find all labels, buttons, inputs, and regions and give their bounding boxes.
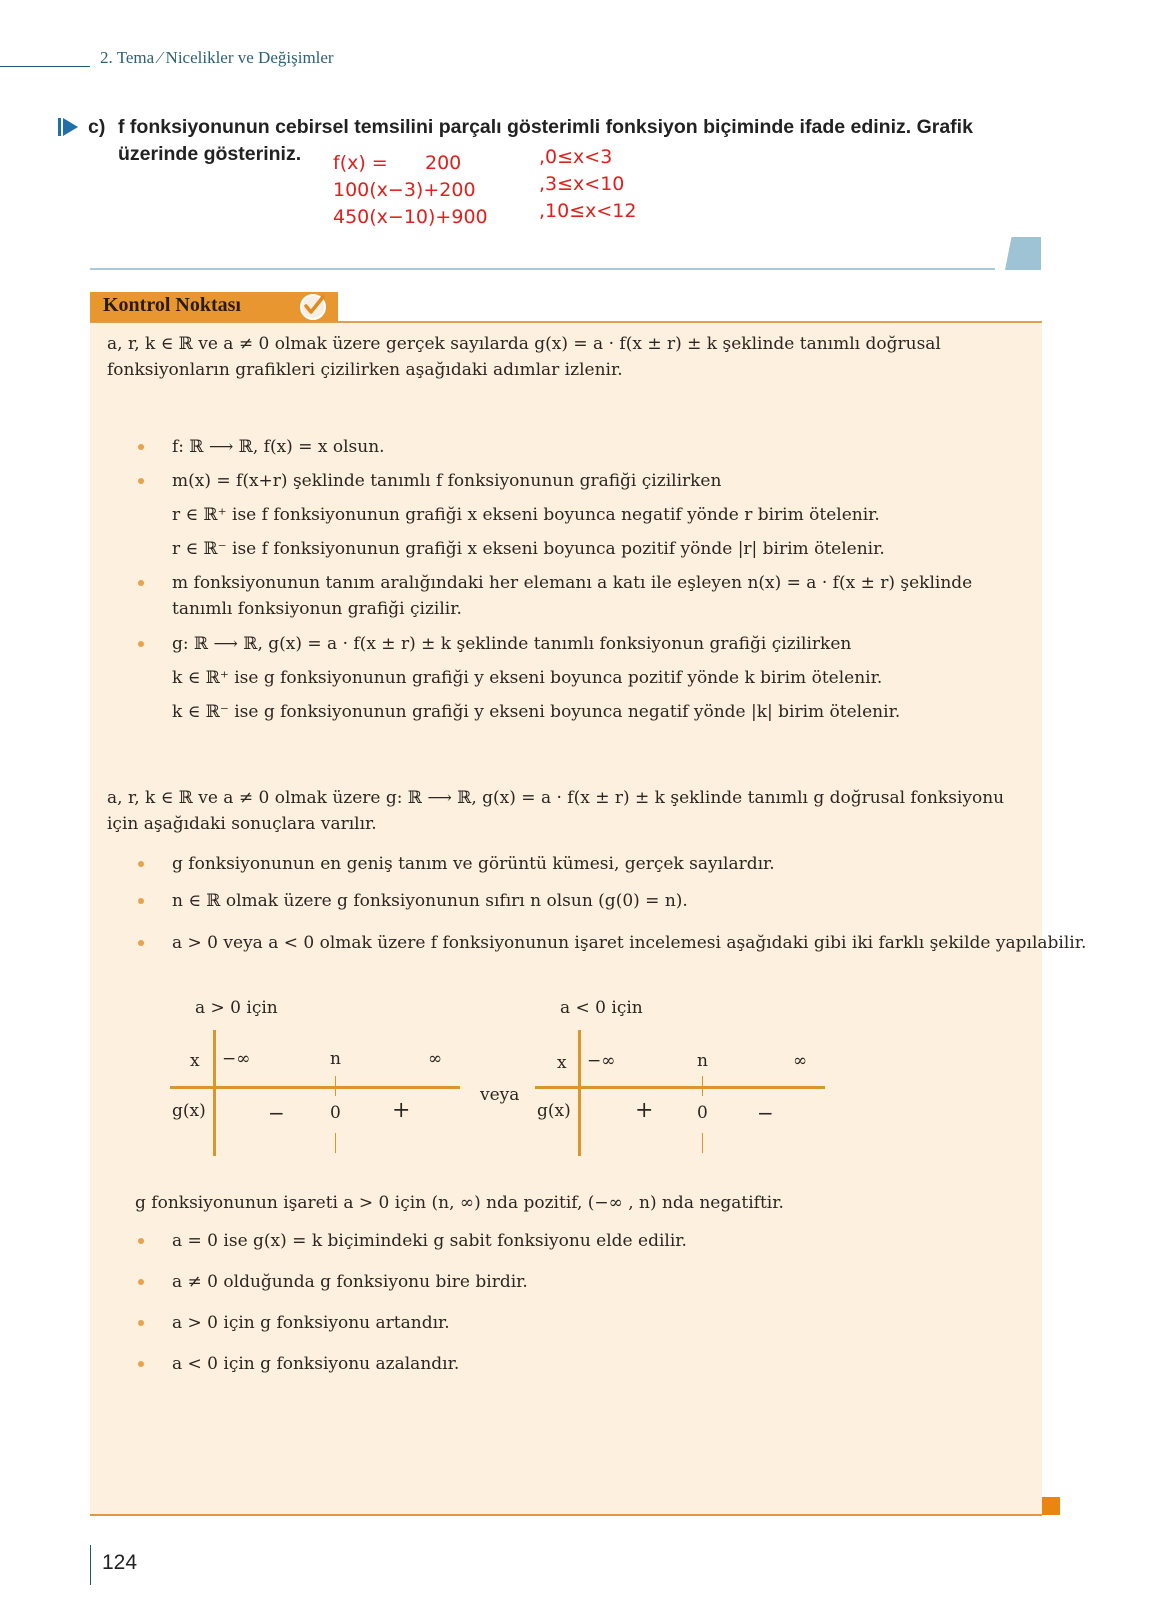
bullet [138,580,144,586]
bullet [138,940,144,946]
sign-table-title: a < 0 için [560,998,643,1018]
bullet [138,478,144,484]
sign-value: 0 [697,1103,708,1123]
step-3: m fonksiyonunun tanım aralığındaki her elemanı a katı ile eşleyen n(x) = a · f(x ± r) şeklinde tanımlı fonksiyonun grafiği çizilir. [172,573,973,619]
play-arrow-icon [58,118,78,136]
page-number-rule [90,1545,91,1585]
checkmark-circle-icon [298,291,328,321]
answer-expr-1: 200 [425,152,462,174]
zero-tick [702,1133,703,1153]
task-text: f fonksiyonunun cebirsel temsilini parçalı gösterimli fonksiyon biçiminde ifade ediniz. Grafik üzerinde gösteriniz. [118,116,973,165]
bullet [138,641,144,647]
step-2-sub-1: r ∈ ℝ⁺ ise f fonksiyonunun grafiği x ekseni boyunca negatif yönde r birim ötelenir. [172,505,880,525]
x-value: −∞ [222,1049,251,1069]
table-horizontal-rule [170,1086,460,1089]
final-bullet-3: a > 0 için g fonksiyonu artandır. [172,1313,450,1333]
sign-value: − [268,1101,285,1125]
result-2: n ∈ ℝ olmak üzere g fonksiyonunun sıfırı n olsun (g(0) = n). [172,891,688,911]
table-vertical-rule [213,1030,216,1156]
sign-table-positive [170,998,470,1158]
sign-value: 0 [330,1103,341,1123]
kontrol-intro: a, r, k ∈ ℝ ve a ≠ 0 olmak üzere gerçek sayılarda g(x) = a · f(x ± r) ± k şeklinde tanımlı doğrusal fonksiyonların grafikleri çizilirken aşağıdaki adımlar izlenir. [107,334,941,380]
bullet [138,1279,144,1285]
x-value: n [697,1051,708,1071]
step-2-sub-2: r ∈ ℝ⁻ ise f fonksiyonunun grafiği x ekseni boyunca pozitif yönde |r| birim ötelenir. [172,539,885,559]
answer-domain-3: ,10≤x<12 [539,200,637,222]
veya-separator: veya [480,1085,520,1105]
bullet [138,444,144,450]
answer-prefix: f(x) = [333,152,388,174]
results-intro: a, r, k ∈ ℝ ve a ≠ 0 olmak üzere g: ℝ ⟶ ℝ, g(x) = a · f(x ± r) ± k şeklinde tanımlı g doğrusal fonksiyonu için aşağıdaki sonuçlara varılır. [107,788,1005,834]
answer-expr-2: 100(x−3)+200 [333,179,476,201]
table-vertical-rule [578,1030,581,1156]
step-4-sub-1: k ∈ ℝ⁺ ise g fonksiyonunun grafiği y ekseni boyunca pozitif yönde k birim ötelenir. [172,668,883,688]
header-rule [0,66,90,67]
final-bullet-2: a ≠ 0 olduğunda g fonksiyonu bire birdir. [172,1272,528,1292]
bullet [138,1238,144,1244]
sign-value: + [635,1098,654,1123]
teal-corner-block [1005,237,1041,270]
bullet [138,1361,144,1367]
kontrol-title: Kontrol Noktası [103,294,241,316]
row-label-gx: g(x) [172,1101,206,1121]
sign-table-title: a > 0 için [195,998,278,1018]
page-number: 124 [102,1551,138,1574]
step-4: g: ℝ ⟶ ℝ, g(x) = a · f(x ± r) ± k şeklinde tanımlı fonksiyonun grafiği çizilirken [172,634,852,654]
row-label-x: x [557,1053,567,1073]
answer-expr-3: 450(x−10)+900 [333,206,488,228]
x-value: ∞ [428,1049,443,1069]
step-4-sub-2: k ∈ ℝ⁻ ise g fonksiyonunun grafiği y ekseni boyunca negatif yönde |k| birim ötelenir. [172,702,901,722]
x-value: −∞ [587,1051,616,1071]
final-bullet-4: a < 0 için g fonksiyonu azalandır. [172,1354,460,1374]
sign-value: − [757,1101,774,1125]
zero-tick [335,1133,336,1153]
zero-tick [335,1076,336,1096]
sign-table-negative [535,998,835,1158]
answer-domain-2: ,3≤x<10 [539,173,625,195]
step-1: f: ℝ ⟶ ℝ, f(x) = x olsun. [172,437,385,457]
section-divider [90,268,995,270]
row-label-x: x [190,1051,200,1071]
orange-corner-block [1042,1497,1060,1515]
zero-tick [702,1076,703,1096]
task-letter: c) [88,116,106,138]
sign-value: + [392,1098,411,1123]
answer-domain-1: ,0≤x<3 [539,146,613,168]
bullet [138,898,144,904]
x-value: ∞ [793,1051,808,1071]
breadcrumb: 2. Tema ⁄ Nicelikler ve Değişimler [100,48,334,67]
bullet [138,861,144,867]
result-3: a > 0 veya a < 0 olmak üzere f fonksiyonunun işaret incelemesi aşağıdaki gibi iki farklı şekilde yapılabilir. [172,933,1087,953]
step-2: m(x) = f(x+r) şeklinde tanımlı f fonksiyonunun grafiği çizilirken [172,471,722,491]
final-bullet-1: a = 0 ise g(x) = k biçimindeki g sabit fonksiyonu elde edilir. [172,1231,687,1251]
row-label-gx: g(x) [537,1101,571,1121]
result-1: g fonksiyonunun en geniş tanım ve görüntü kümesi, gerçek sayılardır. [172,854,775,874]
table-horizontal-rule [535,1086,825,1089]
handwritten-answer [333,146,653,237]
x-value: n [330,1049,341,1069]
bullet [138,1320,144,1326]
sign-summary: g fonksiyonunun işareti a > 0 için (n, ∞) nda pozitif, (−∞ , n) nda negatiftir. [135,1193,784,1213]
